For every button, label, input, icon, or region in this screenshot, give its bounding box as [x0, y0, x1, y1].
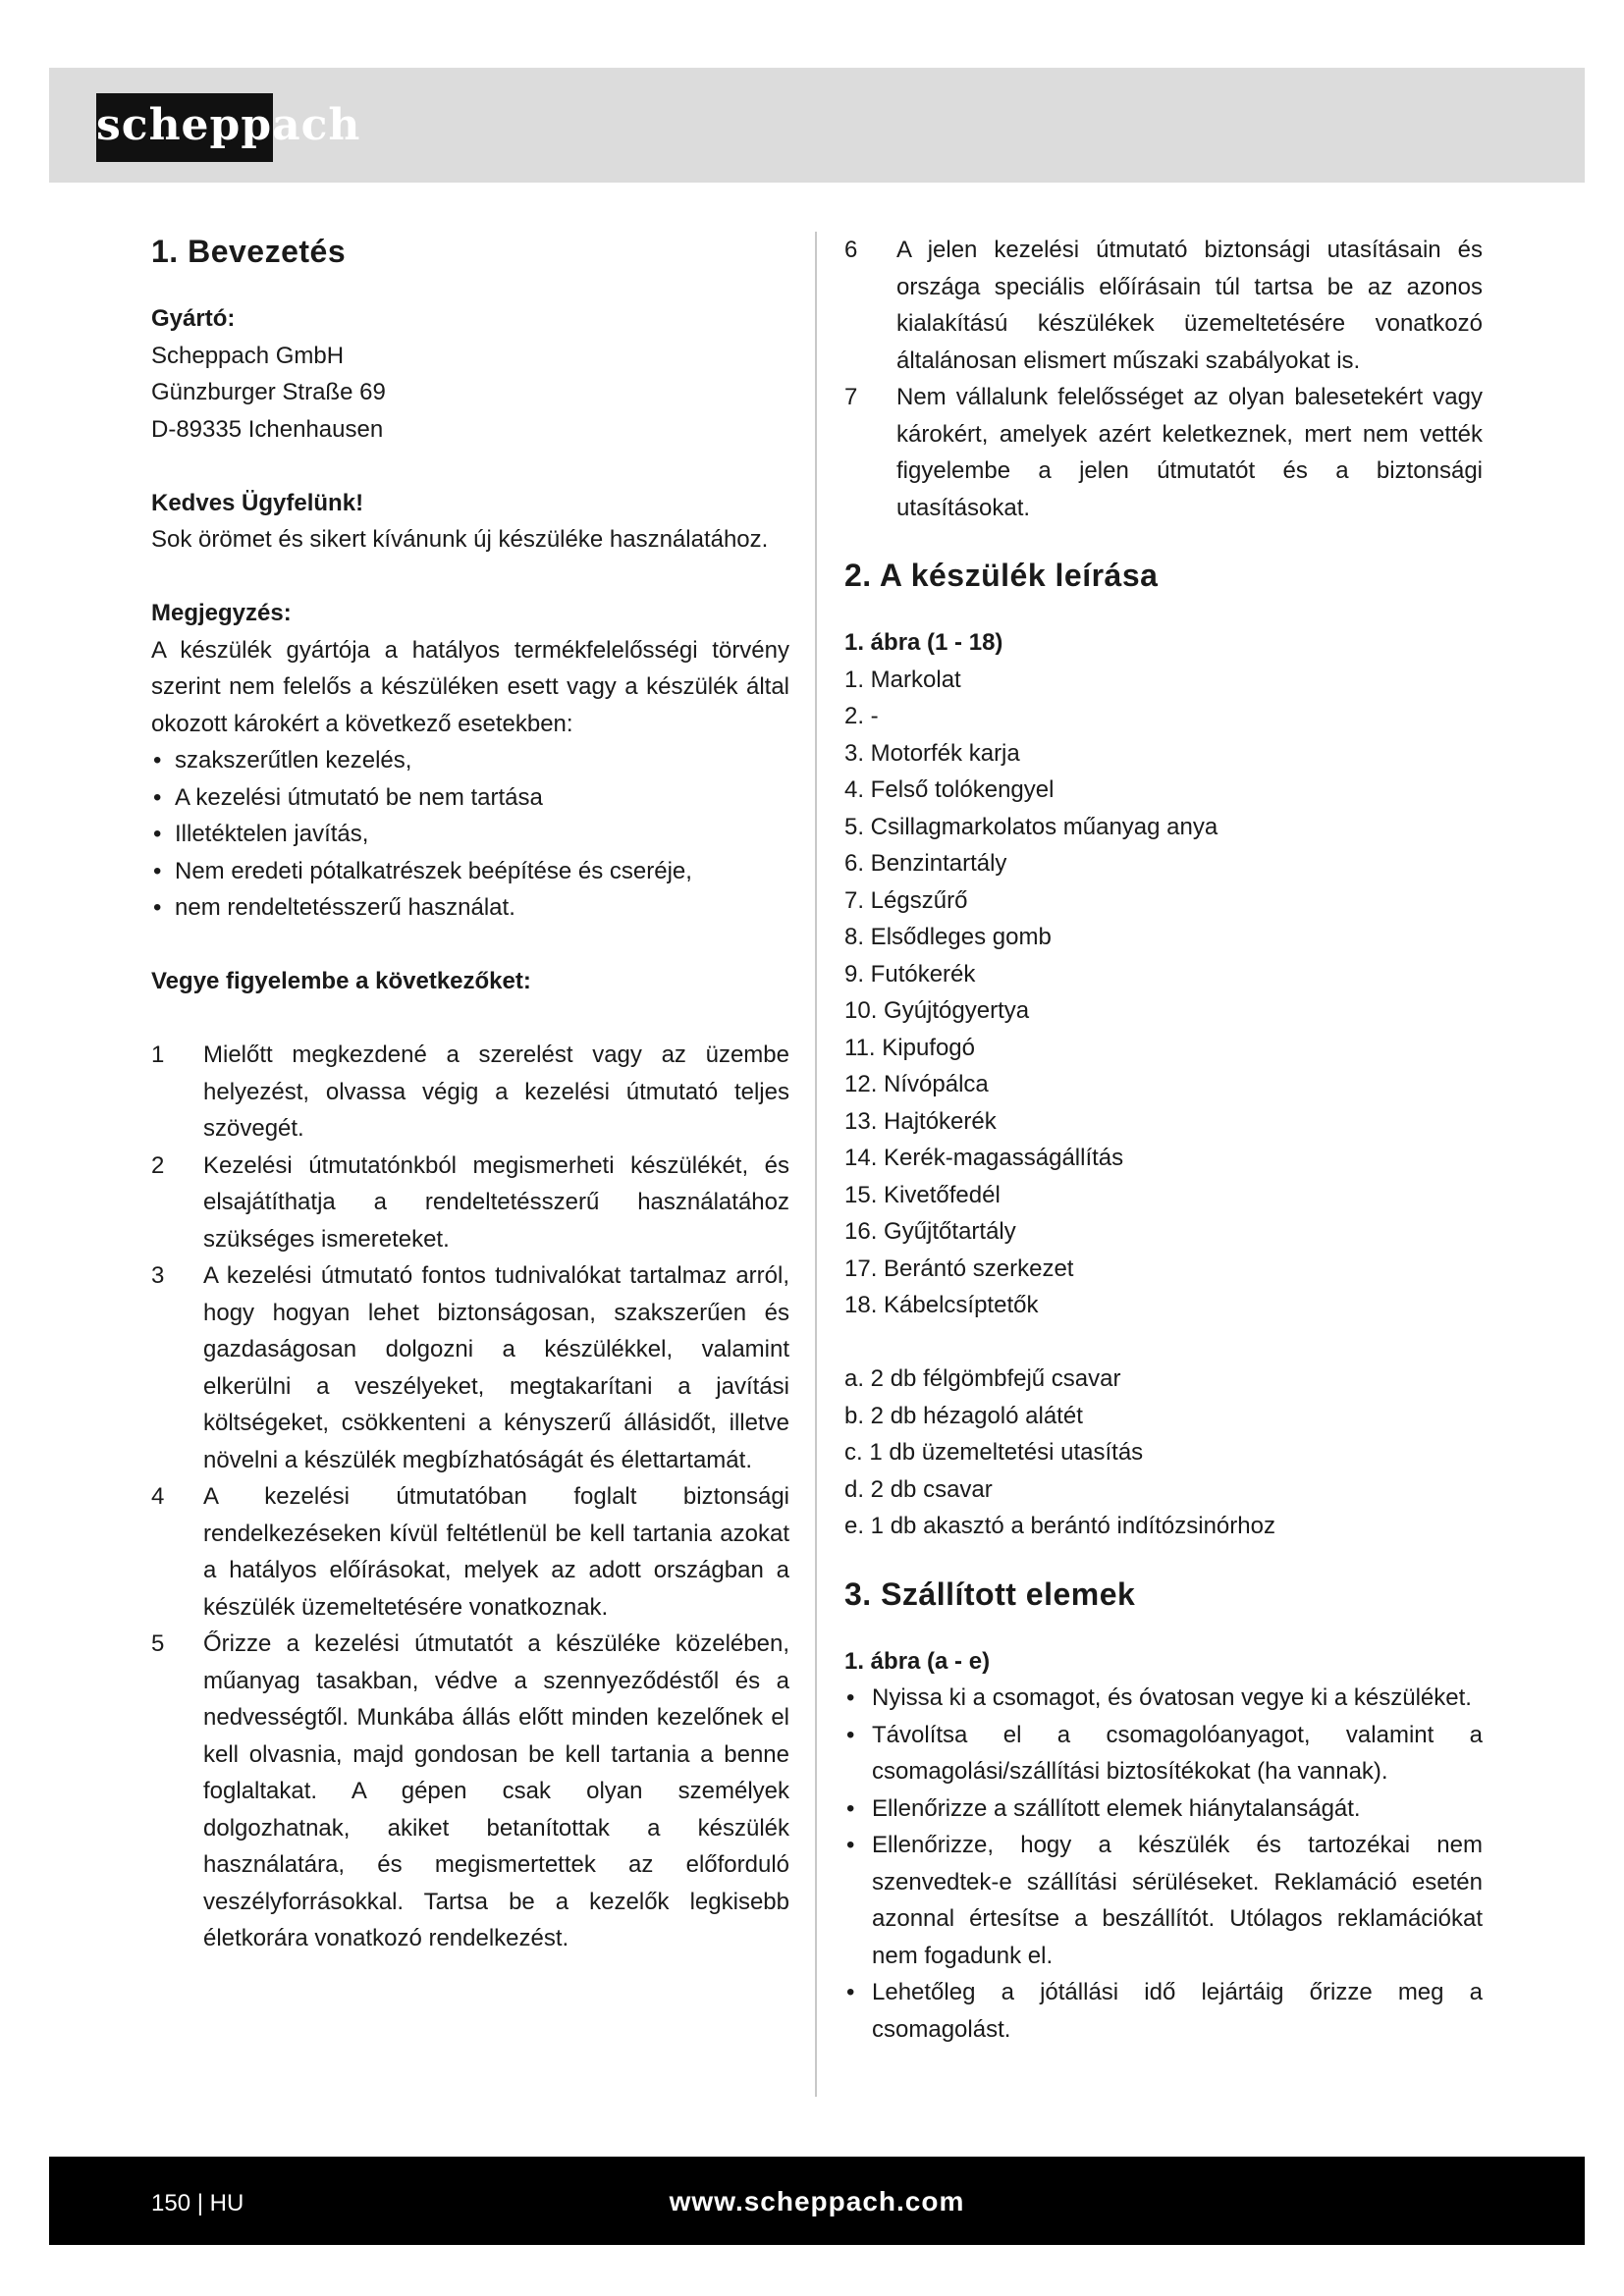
list-item: 15. Kivetőfedél: [844, 1181, 1001, 1208]
greeting-block: [151, 485, 789, 559]
list-item: • Nyissa ki a csomagot, és óvatosan vegye ki a készüléket.: [844, 1680, 1483, 1717]
item-number: 7: [844, 384, 858, 410]
manufacturer-block: [151, 300, 789, 448]
list-item: [151, 1478, 789, 1626]
page-number: 150 | HU: [151, 2190, 244, 2216]
list-item: [151, 1626, 789, 1957]
manufacturer-label: Gyártó:: [151, 305, 236, 332]
list-item: 1. Markolat: [844, 666, 961, 693]
consider-block: [151, 963, 789, 1957]
scheppach-logo: scheppach: [96, 93, 273, 162]
greeting-text: Sok örömet és sikert kívánunk új készüléke használatához.: [151, 526, 769, 553]
note-bullet-list: [151, 742, 789, 927]
section-heading-introduction: 1. Bevezetés: [151, 234, 347, 269]
list-item: [151, 1257, 789, 1478]
left-column: [151, 232, 789, 1957]
list-item: 16. Gyűjtőtartály: [844, 1218, 1016, 1245]
item-number: 2: [151, 1151, 165, 1179]
list-item: e. 1 db akasztó a berántó indítózsinórhoz: [844, 1513, 1275, 1539]
manufacturer-line: Günzburger Straße 69: [151, 379, 386, 405]
item-text: A kezelési útmutatóban foglalt biztonsági rendelkezéseken kívül feltétlenül be kell tartania azokat a hatályos előírásokat, melyek az adott országban a készülék üzemeltetésére vonatkoznak.: [203, 1483, 789, 1621]
list-item: [151, 1037, 789, 1148]
note-label: Megjegyzés:: [151, 600, 292, 626]
right-column: [844, 232, 1483, 2048]
list-item: • Lehetőleg a jótállási idő lejártáig őrizze meg a csomagolást.: [844, 1974, 1483, 2048]
consider-numbered-list: [151, 1037, 789, 1957]
list-item: • A kezelési útmutató be nem tartása: [151, 779, 789, 817]
item-number: 4: [151, 1483, 165, 1510]
accessories-list: [844, 1361, 1483, 1545]
list-item: 13. Hajtókerék: [844, 1107, 997, 1135]
list-item: • Ellenőrizze, hogy a készülék és tartozékai nem szenvedtek-e szállítási sérüléseket. Reklamáció esetén azonnal értesítse a beszállítót. Utólagos reklamációkat nem fogadunk el.: [844, 1827, 1483, 1974]
list-item: 18. Kábelcsíptetők: [844, 1292, 1039, 1318]
list-item: 11. Kipufogó: [844, 1034, 975, 1061]
section-heading-delivered-items: 3. Szállított elemek: [844, 1575, 1136, 1612]
item-number: 5: [151, 1630, 165, 1657]
note-block: [151, 595, 789, 927]
item-text: Kezelési útmutatónkból megismerheti készülékét, és elsajátíthatja a rendeltetésszerű használatához szükséges ismereteket.: [203, 1151, 789, 1253]
list-item: 6. Benzintartály: [844, 850, 1007, 877]
list-item: 3. Motorfék karja: [844, 739, 1020, 767]
list-item: 10. Gyújtógyertya: [844, 997, 1030, 1024]
list-item: 8. Elsődleges gomb: [844, 924, 1052, 950]
item-text: A kezelési útmutató fontos tudnivalókat tartalmaz arról, hogy hogyan lehet biztonságosan, szakszerűen és gazdaságosan dolgozni a készülékkel, valamint elkerülni a veszélyeket, megtakarítani a javítási költségeket, csökkenteni a kényszerű állásidőt, illetve növelni a készülék megbízhatóságát és élettartamát.: [203, 1262, 789, 1473]
list-item: 4. Felső tolókengyel: [844, 776, 1055, 803]
list-item: c. 1 db üzemeltetési utasítás: [844, 1439, 1144, 1466]
list-item: [844, 232, 1483, 379]
list-item: 7. Légszűrő: [844, 886, 968, 914]
list-item: 14. Kerék-magasságállítás: [844, 1145, 1124, 1171]
list-item: 12. Nívópálca: [844, 1071, 989, 1097]
section-heading-device-description: 2. A készülék leírása: [844, 558, 1159, 593]
consider-numbered-list-continued: [844, 232, 1483, 526]
list-item: • Illetéktelen javítás,: [151, 816, 789, 853]
figure-label: 1. ábra (a - e): [844, 1647, 991, 1675]
item-text: Nem vállalunk felelősséget az olyan balesetekért vagy károkért, amelyek azért keletkeznek, mert nem vették figyelembe a jelen útmutatót és a biztonsági utasításokat.: [896, 384, 1483, 521]
website-link[interactable]: www.scheppach.com: [669, 2186, 965, 2216]
manufacturer-line: Scheppach GmbH: [151, 342, 345, 369]
list-item: 5. Csillagmarkolatos műanyag anya: [844, 813, 1218, 840]
header-band: [49, 68, 1585, 183]
item-number: 1: [151, 1041, 165, 1068]
list-item: • szakszerűtlen kezelés,: [151, 742, 789, 779]
list-item: d. 2 db csavar: [844, 1475, 993, 1503]
list-item: • Nem eredeti pótalkatrészek beépítése és cseréje,: [151, 853, 789, 890]
page-footer: [49, 2157, 1585, 2245]
list-item: • nem rendeltetésszerű használat.: [151, 889, 789, 927]
list-item: • Távolítsa el a csomagolóanyagot, valamint a csomagolási/szállítási biztosítékokat (ha vannak).: [844, 1717, 1483, 1790]
delivery-bullet-list: [844, 1680, 1483, 2048]
item-number: 3: [151, 1262, 165, 1289]
parts-list: [844, 662, 1483, 1324]
list-item: • Ellenőrizze a szállított elemek hiánytalanságát.: [844, 1790, 1483, 1828]
item-text: Mielőtt megkezdené a szerelést vagy az üzembe helyezést, olvassa végig a kezelési útmutató teljes szövegét.: [203, 1041, 789, 1142]
note-text: A készülék gyártója a hatályos termékfelelősségi törvény szerint nem felelős a készüléken esett vagy a készülék által okozott károkért a következő esetekben:: [151, 636, 789, 737]
list-item: [844, 379, 1483, 526]
item-number: 6: [844, 237, 858, 263]
list-item: 17. Berántó szerkezet: [844, 1255, 1074, 1282]
greeting-label: Kedves Ügyfelünk!: [151, 489, 364, 516]
list-item: 9. Futókerék: [844, 960, 976, 988]
list-item: [151, 1148, 789, 1258]
list-item: b. 2 db hézagoló alátét: [844, 1402, 1083, 1429]
list-item: a. 2 db félgömbfejű csavar: [844, 1365, 1121, 1392]
manufacturer-line: D-89335 Ichenhausen: [151, 415, 384, 443]
consider-label: Vegye figyelembe a következőket:: [151, 968, 531, 994]
figure-label: 1. ábra (1 - 18): [844, 629, 1003, 656]
item-text: Őrizze a kezelési útmutatót a készüléke közelében, műanyag tasakban, védve a szennyeződéstől és a nedvességtől. Munkába állás előtt minden kezelőnek el kell olvasnia, majd gondosan be kell tartania a benne foglaltakat. A gépen csak olyan személyek dolgozhatnak, akiket betanítottak a készülék használatára, és megismertettek az előforduló veszélyforrásokkal. Tartsa be a kezelők legkisebb életkorára vonatkozó rendelkezést.: [203, 1630, 789, 1951]
list-item: 2. -: [844, 703, 879, 729]
item-text: A jelen kezelési útmutató biztonsági utasításain és országa speciális előírásain túl tartsa be az azonos kialakítású készülékek üzemeltetésére vonatkozó általánosan elismert műszaki szabályokat is.: [896, 237, 1483, 374]
column-divider: [815, 232, 817, 2097]
